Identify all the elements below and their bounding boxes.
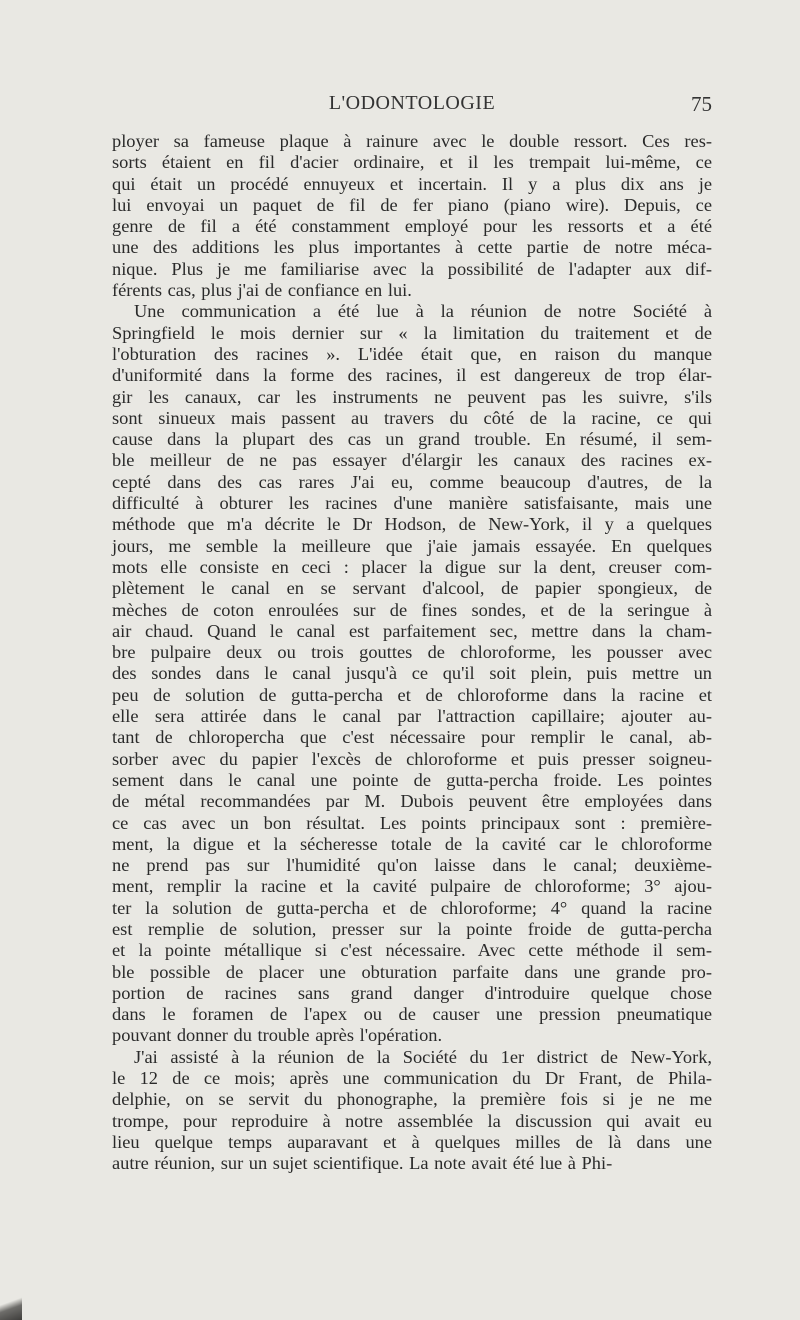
text-line: le 12 de ce mois; après une communication du Dr Frant, de Phila- (112, 1068, 712, 1089)
text-line: sorts étaient en fil d'acier ordinaire, et il les trempait lui-même, ce (112, 152, 712, 173)
text-line: ble possible de placer une obturation parfaite dans une grande pro- (112, 961, 712, 982)
text-line: nique. Plus je me familiarise avec la possibilité de l'adapter aux dif- (112, 258, 712, 279)
paragraph (112, 1047, 712, 1175)
text-line: des sondes dans le canal jusqu'à ce qu'il soit plein, puis mettre un (112, 663, 712, 684)
page-header (112, 92, 712, 122)
text-line: ce cas avec un bon résultat. Les points principaux sont : première- (112, 812, 712, 833)
text-line: ne prend pas sur l'humidité qu'on laisse dans le canal; deuxième- (112, 855, 712, 876)
page-number: 75 (691, 92, 712, 116)
paragraph (112, 131, 712, 301)
text-line: férents cas, plus j'ai de confiance en lui. (112, 280, 412, 301)
body-text (112, 131, 712, 1175)
text-line: genre de fil a été constamment employé pour les ressorts et a été (112, 216, 712, 237)
text-line: lieu quelque temps auparavant et à quelques milles de là dans une (112, 1131, 712, 1152)
text-line: sont sinueux mais passent au travers du côté de la racine, ce qui (112, 407, 712, 428)
text-line: delphie, on se servit du phonographe, la première fois si je ne me (112, 1089, 712, 1110)
text-line: dans le foramen de l'apex ou de causer une pression pneumatique (112, 1004, 712, 1025)
text-line: jours, me semble la meilleure que j'aie jamais essayée. En quelques (112, 535, 712, 556)
text-line: elle sera attirée dans le canal par l'attraction capillaire; ajouter au- (112, 706, 712, 727)
text-line: lui envoyai un paquet de fil de fer piano (piano wire). Depuis, ce (112, 194, 712, 215)
text-line: sorber avec du papier l'excès de chloroforme et puis presser soigneu- (112, 748, 712, 769)
text-line: J'ai assisté à la réunion de la Société du 1er district de New-York, (134, 1046, 712, 1067)
text-line: plètement le canal en se servant d'alcool, de papier spongieux, de (112, 578, 712, 599)
text-line: est remplie de solution, presser sur la pointe froide de gutta-percha (112, 918, 712, 939)
text-line: bre pulpaire deux ou trois gouttes de chloroforme, les pousser avec (112, 642, 712, 663)
text-line: difficulté à obturer les racines d'une manière satisfaisante, mais une (112, 493, 712, 514)
running-title: L'ODONTOLOGIE (328, 92, 496, 114)
text-line: mots elle consiste en ceci : placer la digue sur la dent, creuser com- (112, 556, 712, 577)
text-line: gir les canaux, car les instruments ne peuvent pas les suivre, s'ils (112, 386, 712, 407)
text-line: Une communication a été lue à la réunion de notre Société à (134, 301, 712, 322)
text-line: Springfield le mois dernier sur « la limitation du traitement et de (112, 322, 712, 343)
text-line: ment, remplir la racine et la cavité pulpaire de chloroforme; 3° ajou- (112, 876, 712, 897)
text-line: ble meilleur de ne pas essayer d'élargir les canaux des racines ex- (112, 450, 712, 471)
text-line: cause dans la plupart des cas un grand trouble. En résumé, il sem- (112, 429, 712, 450)
text-line: portion de racines sans grand danger d'introduire quelque chose (112, 982, 712, 1003)
text-line: l'obturation des racines ». L'idée était que, en raison du manque (112, 343, 712, 364)
text-line: mèches de coton enroulées sur de fines sondes, et de la seringue à (112, 599, 712, 620)
text-line: ployer sa fameuse plaque à rainure avec le double ressort. Ces res- (112, 131, 712, 151)
text-line: qui était un procédé ennuyeux et incertain. Il y a plus dix ans je (112, 173, 712, 194)
paragraph (112, 301, 712, 1046)
text-line: sement dans le canal une pointe de gutta-percha froide. Les pointes (112, 769, 712, 790)
text-line: pouvant donner du trouble après l'opération. (112, 1025, 443, 1046)
text-line: cepté dans des cas rares J'ai eu, comme beaucoup d'autres, de la (112, 471, 712, 492)
text-line: de métal recommandées par M. Dubois peuvent être employées dans (112, 791, 712, 812)
text-line: peu de solution de gutta-percha et de chloroforme dans la racine et (112, 684, 712, 705)
text-line: ment, la digue et la sécheresse totale de la cavité car le chloroforme (112, 833, 712, 854)
text-line: trompe, pour reproduire à notre assemblée la discussion qui avait eu (112, 1110, 712, 1131)
text-line: ter la solution de gutta-percha et de chloroforme; 4° quand la racine (112, 897, 712, 918)
page-edge-shadow (0, 1290, 22, 1320)
text-line: tant de chloropercha que c'est nécessaire pour remplir le canal, ab- (112, 727, 712, 748)
text-line: une des additions les plus importantes à cette partie de notre méca- (112, 237, 712, 258)
text-line: et la pointe métallique si c'est nécessaire. Avec cette méthode il sem- (112, 940, 712, 961)
text-line: méthode que m'a décrite le Dr Hodson, de New-York, il y a quelques (112, 514, 712, 535)
text-line: air chaud. Quand le canal est parfaitement sec, mettre dans la cham- (112, 620, 712, 641)
text-line: d'uniformité dans la forme des racines, il est dangereux de trop élar- (112, 365, 712, 386)
text-line: autre réunion, sur un sujet scientifique. La note avait été lue à Phi- (112, 1153, 613, 1174)
